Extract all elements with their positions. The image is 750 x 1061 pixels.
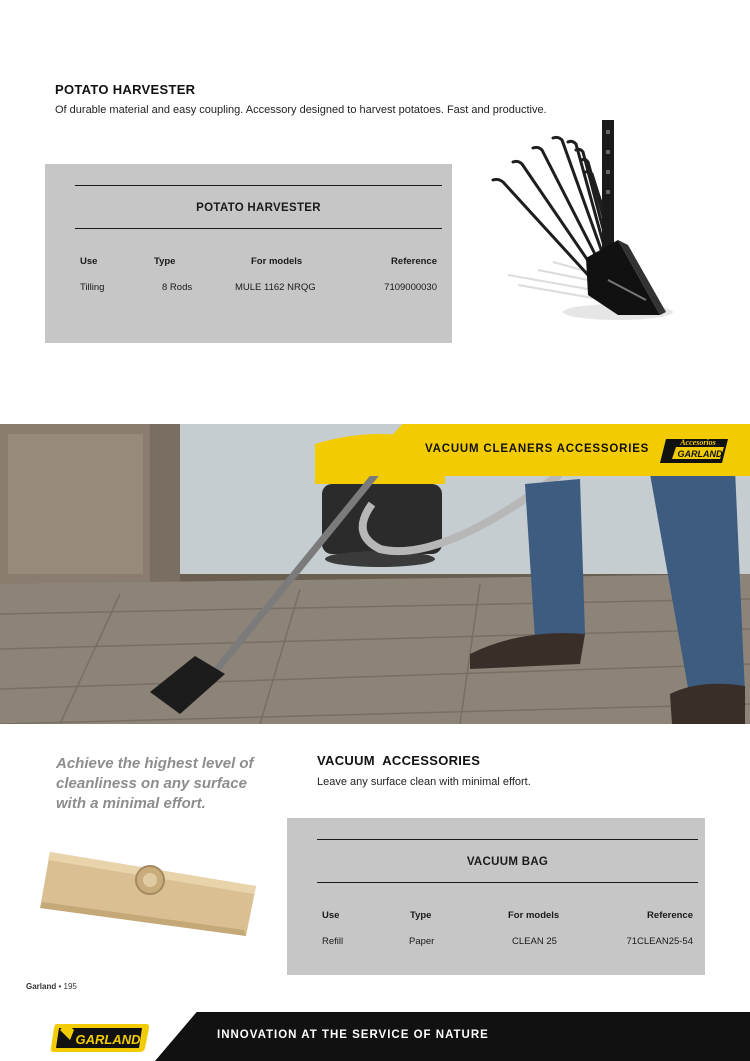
table-rule-top <box>75 185 442 186</box>
footer-separator: • <box>58 982 62 991</box>
potato-spec-table <box>45 164 452 343</box>
accesorios-garland-logo <box>656 433 732 467</box>
page-number <box>26 982 77 991</box>
cell-type: Paper <box>409 936 435 947</box>
footer-tagline: INNOVATION AT THE SERVICE OF NATURE <box>217 1029 489 1041</box>
column-header-use: Use <box>80 256 98 267</box>
column-header-use: Use <box>322 910 340 921</box>
cell-use: Refill <box>322 936 344 947</box>
column-header-reference: Reference <box>647 910 693 921</box>
garland-logo <box>50 1018 152 1054</box>
table-heading: POTATO HARVESTER <box>196 202 321 214</box>
vacuum-section-title: VACUUM ACCESSORIES <box>317 753 481 768</box>
potato-section-description: Of durable material and easy coupling. Accessory designed to harvest potatoes. Fast and productive. <box>55 104 547 116</box>
cell-use: Tilling <box>80 282 105 293</box>
logo-bottom-text: GARLAND <box>677 449 723 459</box>
vacuum-bag-image <box>32 838 264 938</box>
column-header-models: For models <box>508 910 560 921</box>
footer-brand: Garland <box>26 982 57 991</box>
potato-harvester-image <box>468 100 708 340</box>
cell-type: 8 Rods <box>162 282 193 293</box>
column-header-reference: Reference <box>391 256 437 267</box>
vacuum-spec-table <box>287 818 705 975</box>
table-heading: VACUUM BAG <box>466 856 549 868</box>
cell-models: MULE 1162 NRQG <box>235 282 316 293</box>
cell-reference: 7109000030 <box>384 282 437 293</box>
footer-page: 195 <box>63 982 77 991</box>
table-rule-top <box>317 839 698 840</box>
table-rule-bottom <box>317 882 698 883</box>
table-rule-bottom <box>75 228 442 229</box>
banner-title: VACUUM CLEANERS ACCESSORIES <box>425 443 650 455</box>
vacuum-slogan: Achieve the highest level of cleanliness on any surface with a minimal effort. <box>56 755 254 812</box>
potato-section-title: POTATO HARVESTER <box>55 82 196 97</box>
logo-text: GARLAND <box>75 1032 141 1047</box>
column-header-type: Type <box>410 910 432 921</box>
cell-reference: 71CLEAN25-54 <box>626 936 693 947</box>
logo-top-text: Accesorios <box>680 438 716 447</box>
column-header-models: For models <box>251 256 303 267</box>
vacuum-section-description: Leave any surface clean with minimal effort. <box>317 776 531 788</box>
cell-models: CLEAN 25 <box>512 936 557 947</box>
column-header-type: Type <box>154 256 176 267</box>
